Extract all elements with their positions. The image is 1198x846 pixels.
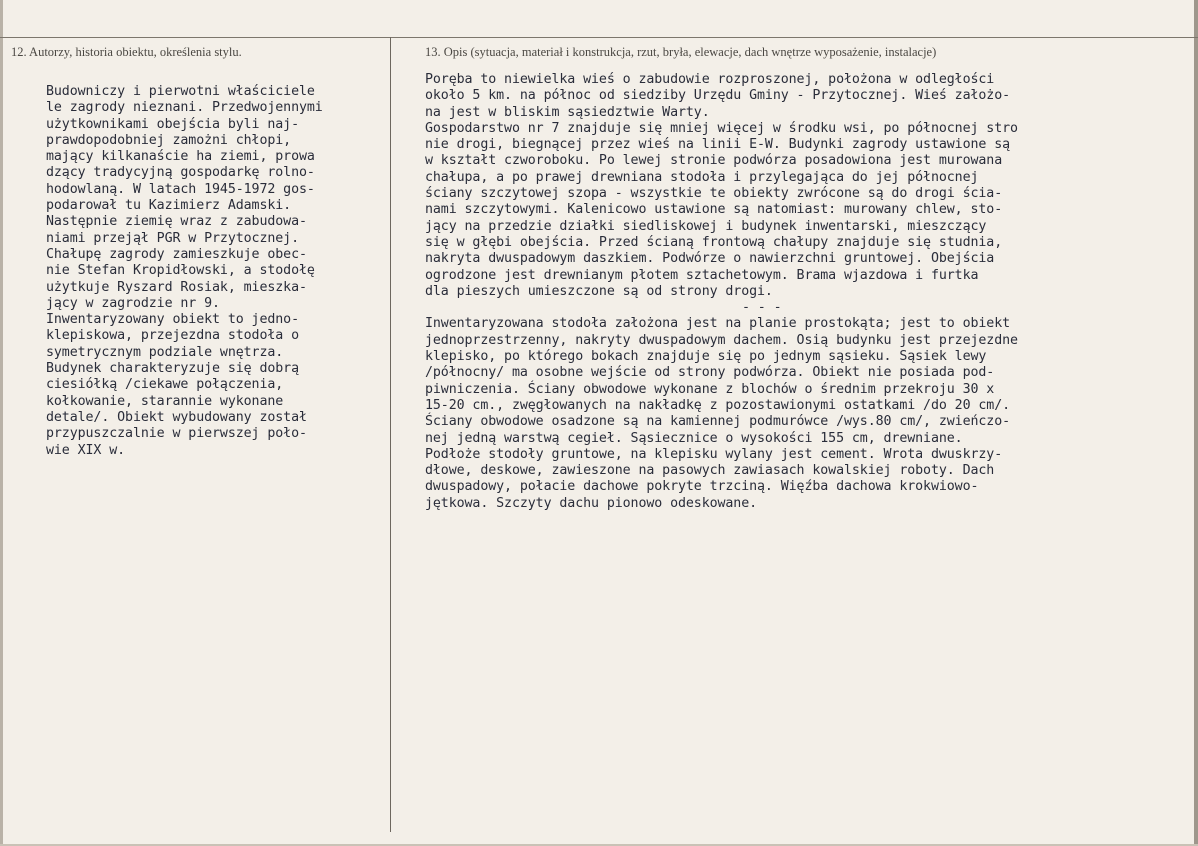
text-line: le zagrody nieznani. Przedwojennymi [46,100,323,116]
text-line: Budynek charakteryzuje się dobrą [46,361,299,377]
text-line: Chałupę zagrody zamieszkuje obec- [46,246,307,262]
text-line: Ściany obwodowe osadzone są na kamiennej podmurówce /wys.80 cm/, zwieńczo- [425,414,1011,430]
column-divider [390,37,391,832]
text-line: nami szczytowymi. Kalenicowo ustawione są natomiast: murowany chlew, sto- [425,202,1003,218]
text-line: dwuspadowy, połacie dachowe pokryte trzciną. Więźba dachowa krokwiowo- [425,479,979,495]
text-line: ogrodzone jest drewnianym płotem sztachetowym. Brama wjazdowa i furtka [425,267,979,283]
text-line: się w głębi obejścia. Przed ścianą frontową chałupy znajduje się studnia, [425,234,1003,250]
text-line: /północny/ ma osobne wejście od strony podwórza. Obiekt nie posiada pod- [425,365,995,381]
text-line: kołkowanie, starannie wykonane [46,393,284,409]
text-line: klepiskowa, przejezdna stodoła o [46,328,299,344]
text-line: Poręba to niewielka wieś o zabudowie rozproszonej, położona w odległości [425,72,995,87]
text-line: podarował tu Kazimierz Adamski. [46,198,292,214]
authors-history-text [46,84,323,459]
card-right-edge [1194,0,1198,846]
text-line: symetrycznym podziale wnętrza. [46,344,284,360]
text-line: ściany szczytowej szopa - wszystkie te obiekty zwrócone są do drogi ścia- [425,186,1003,202]
text-line: klepisko, po którego bokach znajduje się po jednym sąsieku. Sąsiek lewy [425,349,987,365]
text-line: dłowe, deskowe, zawieszone na pasowych zawiasach kowalskiej roboty. Dach [425,463,995,479]
section-12-header: 12. Autorzy, historia obiektu, określenia stylu. [11,45,242,59]
text-line: nej jedną warstwą cegieł. Sąsiecznice o wysokości 155 cm, drewniane. [425,430,963,446]
text-line: Inwentaryzowany obiekt to jedno- [46,312,299,328]
text-line: użytkownikami obejścia byli naj- [46,116,299,132]
text-line: niami przejął PGR w Przytocznej. [46,230,299,246]
text-line: hodowlaną. W latach 1945-1972 gos- [46,181,315,197]
text-line: Budowniczy i pierwotni właściciele [46,84,315,99]
text-line: nie drogi, biegnącej przez wieś na linii E-W. Budynki zagrody ustawione są [425,137,1011,153]
text-line: w kształt czworoboku. Po lewej stronie podwórza posadowiona jest murowana [425,153,1003,169]
section-13-header: 13. Opis (sytuacja, materiał i konstrukcja, rzut, bryła, elewacje, dach wnętrze wyposażenie, instalacje) [425,45,937,59]
text-line: dzący tradycyjną gospodarkę rolno- [46,165,315,181]
text-line: mający kilkanaście ha ziemi, prowa [46,149,315,165]
text-line: jący w zagrodzie nr 9. [46,295,220,311]
text-line: nakryta dwuspadowym daszkiem. Podwórze o nawierzchni gruntowej. Obejścia [425,251,995,267]
text-line: Gospodarstwo nr 7 znajduje się mniej więcej w środku wsi, po północnej stro [425,120,1018,136]
text-line: około 5 km. na północ od siedziby Urzędu Gminy - Przytocznej. Wieś założo- [425,88,1011,104]
header-rule [0,37,1198,38]
text-line: prawdopodobniej zamożni chłopi, [46,132,292,148]
text-line: nie Stefan Kropidłowski, a stodołę [46,263,315,279]
text-line: Następnie ziemię wraz z zabudowa- [46,214,307,230]
text-line: wie XIX w. [46,442,126,458]
text-line: dla pieszych umieszczone są od strony drogi. [425,283,773,299]
text-line: użytkuje Ryszard Rosiak, mieszka- [46,279,307,295]
description-text [425,72,1018,512]
text-line: jętkowa. Szczyty dachu pionowo odeskowane. [425,495,758,511]
text-line: piwniczenia. Ściany obwodowe wykonane z blochów o średnim przekroju 30 x [425,381,995,397]
text-line: Podłoże stodoły gruntowe, na klepisku wylany jest cement. Wrota dwuskrzy- [425,446,1003,462]
text-line: jednoprzestrzenny, nakryty dwuspadowym dachem. Osią budynku jest przejezdne [425,332,1018,348]
text-line: jący na przedzie działki siedliskowej i budynek inwentarski, mieszczący [425,218,987,234]
text-line: na jest w bliskim sąsiedztwie Warty. [425,104,710,120]
text-line: detale/. Obiekt wybudowany został [46,409,307,425]
text-line: chałupa, a po prawej drewniana stodoła i przylegająca do jej północnej [425,169,979,185]
text-line: ciesiółką /ciekawe połączenia, [46,377,284,393]
card-left-edge [0,0,3,846]
separator-text: - - - [742,300,782,316]
text-line: Inwentaryzowana stodoła założona jest na planie prostokąta; jest to obiekt [425,316,1011,332]
text-line: 15-20 cm., zwęgłowanych na nakładkę z pozostawionymi ostatkami /do 20 cm/. [425,397,1011,413]
text-line: przypuszczalnie w pierwszej poło- [46,426,307,442]
paragraph-separator [425,300,1018,316]
